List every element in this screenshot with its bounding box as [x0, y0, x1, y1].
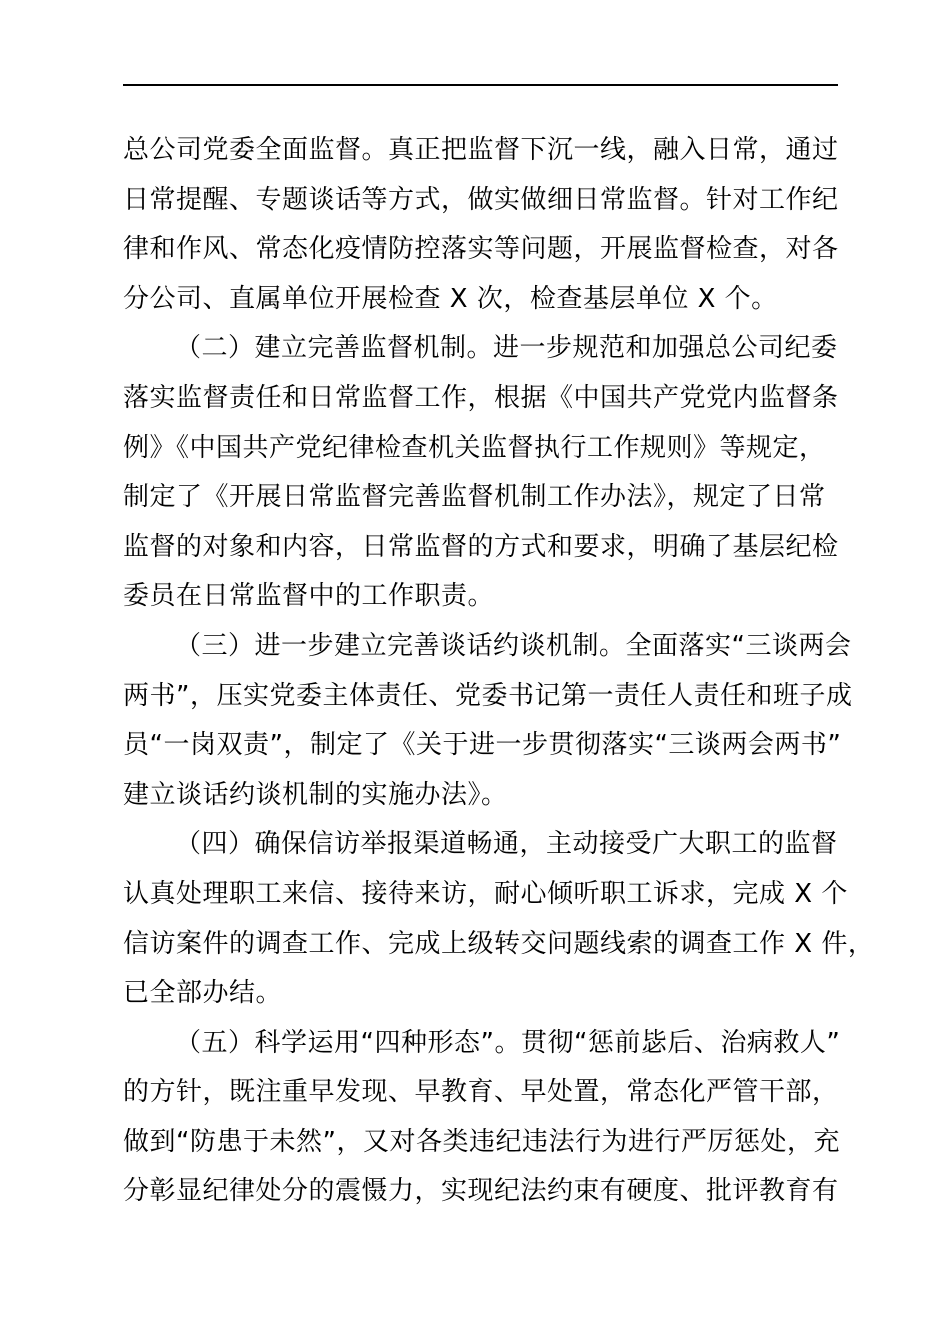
text-line: 总公司党委全面监督。真正把监督下沉一线，融入日常，通过 — [123, 135, 839, 165]
text-line: 委员在日常监督中的工作职责。 — [123, 581, 495, 612]
document-body — [123, 126, 875, 1217]
text-line: 日常提醒、专题谈话等方式，做实做细日常监督。针对工作纪 — [123, 184, 839, 215]
section-heading-line: （三）进一步建立完善谈话约谈机制。全面落实“三谈两会 — [175, 630, 852, 661]
text-line: 员“一岗双责”，制定了《关于进一步贯彻落实“三谈两会两书” — [123, 730, 842, 761]
text-line: 建立谈话约谈机制的实施办法》。 — [123, 779, 508, 810]
section-heading-line: （四）确保信访举报渠道畅通，主动接受广大职工的监督 — [175, 829, 838, 860]
text-line: 例》《中国共产党纪律检查机关监督执行工作规则》等规定， — [123, 432, 826, 463]
text-line: 已全部办结。 — [123, 978, 283, 1009]
text-line: 制定了《开展日常监督完善监督机制工作办法》，规定了日常 — [123, 482, 826, 513]
section-heading-line: （五）科学运用“四种形态”。贯彻“惩前毖后、治病救人” — [175, 1027, 841, 1058]
text-line: 落实监督责任和日常监督工作，根据《中国共产党党内监督条 — [123, 382, 839, 413]
text-line: 两书”，压实党委主体责任、党委书记第一责任人责任和班子成 — [123, 680, 853, 711]
text-line: 分彰显纪律处分的震慑力，实现纪法约束有硬度、批评教育有 — [123, 1176, 839, 1207]
header-rule — [123, 84, 838, 86]
text-line: 的方针，既注重早发现、早教育、早处置，常态化严管干部， — [123, 1077, 839, 1108]
text-line: 监督的对象和内容，日常监督的方式和要求，明确了基层纪检 — [123, 531, 839, 562]
text-line: 信访案件的调查工作、完成上级转交问题线索的调查工作 X 件， — [123, 928, 875, 959]
text-line: 认真处理职工来信、接待来访，耐心倾听职工诉求，完成 X 个 — [123, 878, 848, 909]
text-line: 分公司、直属单位开展检查 X 次，检查基层单位 X 个。 — [123, 283, 778, 314]
text-line: 律和作风、常态化疫情防控落实等问题，开展监督检查，对各 — [123, 234, 839, 265]
section-heading-line: （二）建立完善监督机制。进一步规范和加强总公司纪委 — [175, 333, 838, 364]
text-line: 做到“防患于未然”，又对各类违纪违法行为进行严厉惩处，充 — [123, 1126, 840, 1157]
